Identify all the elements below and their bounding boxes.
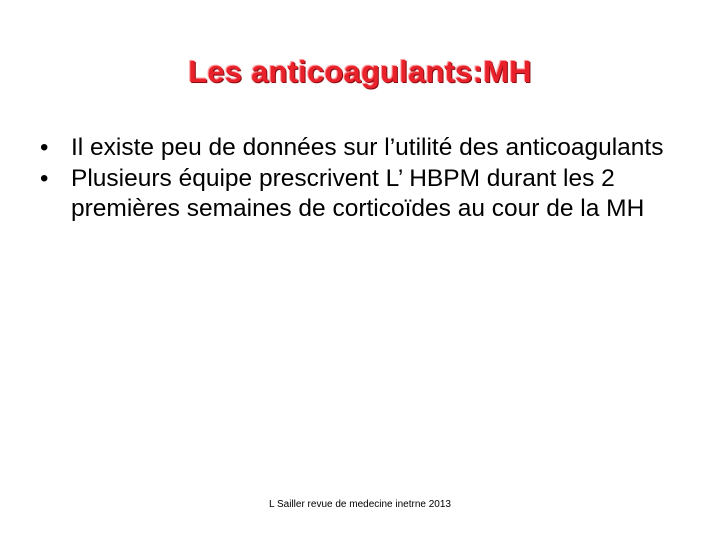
bullet-text: Il existe peu de données sur l’utilité des anticoagulants <box>71 134 664 161</box>
slide-title: Les anticoagulants:MH <box>188 54 532 89</box>
source-footnote: L Sailler revue de medecine inetrne 2013 <box>269 499 451 510</box>
bullet-item <box>40 164 690 225</box>
bullet-icon: • <box>40 164 49 192</box>
bullet-text: Plusieurs équipe prescrivent L’ HBPM durant les 2 premières semaines de corticoïdes au cour de la MH <box>71 164 645 222</box>
bullet-list <box>40 133 690 225</box>
bullet-icon: • <box>40 134 49 161</box>
bullet-item <box>40 133 690 164</box>
